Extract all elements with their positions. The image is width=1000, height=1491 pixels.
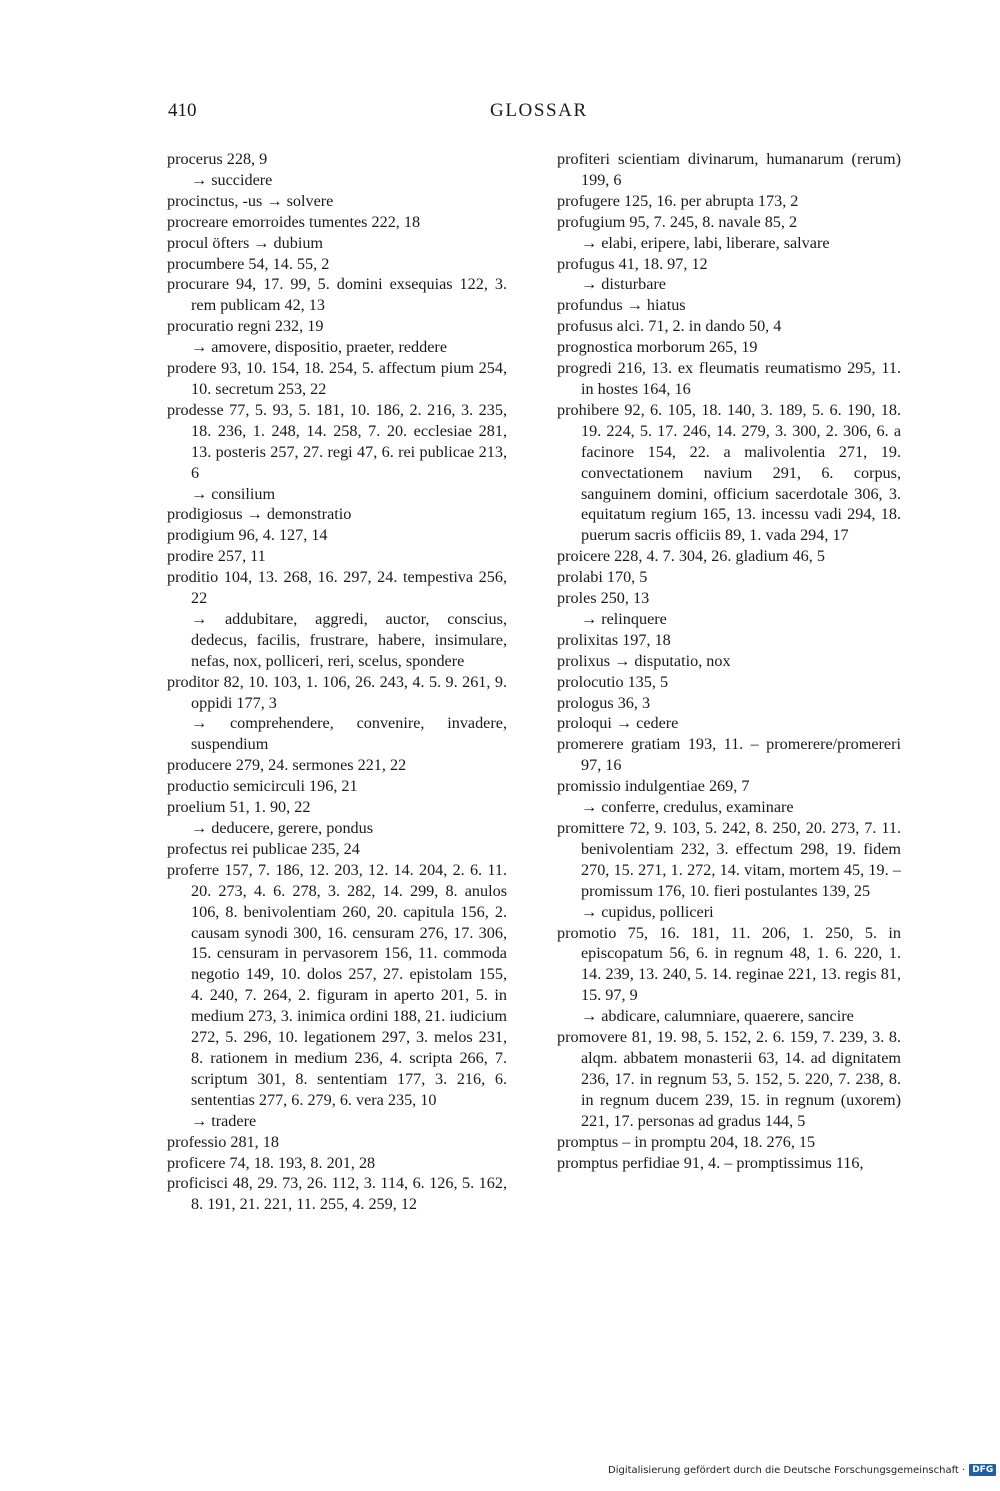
glossary-entry: procumbere 54, 14. 55, 2	[167, 254, 330, 273]
glossary-entry: prolabi 170, 5	[557, 568, 648, 587]
glossary-entry: profiteri scientiam divinarum, humanarum (rerum) 199, 6	[557, 150, 901, 189]
glossary-entry: promerere gratiam 193, 11. – promerere/promereri 97, 16	[557, 735, 901, 775]
running-title: GLOSSAR	[490, 100, 588, 121]
glossary-entry: prodere 93, 10. 154, 18. 254, 5. affectum pium 254, 10. secretum 253, 22	[167, 359, 507, 398]
glossary-entry: procreare emorroides tumentes 222, 18	[167, 212, 421, 231]
glossary-entry: profusus alci. 71, 2. in dando 50, 4	[557, 317, 782, 336]
glossary-entry: prolixitas 197, 18	[557, 630, 671, 649]
glossary-entry: prolocutio 135, 5	[557, 672, 669, 691]
glossary-entry: proficere 74, 18. 193, 8. 201, 28	[167, 1153, 376, 1172]
dfg-logo: DFG	[969, 1464, 996, 1476]
glossary-entry: prodire 257, 11	[167, 547, 266, 566]
page-footer	[608, 1464, 996, 1476]
glossary-entry: prolixus → disputatio, nox	[557, 651, 731, 670]
cross-reference: → disturbare	[581, 275, 666, 294]
glossary-entry: proficisci 48, 29. 73, 26. 112, 3. 114, 6. 126, 5. 162, 8. 191, 21. 221, 11. 255, 4. 259, 12	[167, 1174, 507, 1214]
cross-reference: → amovere, dispositio, praeter, reddere	[191, 338, 448, 357]
cross-reference: → comprehendere, convenire, invadere, suspendium	[191, 714, 507, 754]
glossary-entry: proicere 228, 4. 7. 304, 26. gladium 46, 5	[557, 547, 825, 566]
glossary-entry: profugium 95, 7. 245, 8. navale 85, 2	[557, 212, 798, 231]
cross-reference: → succidere	[191, 170, 273, 189]
cross-reference: → conferre, credulus, examinare	[581, 798, 794, 817]
glossary-entry: promptus – in promptu 204, 18. 276, 15	[557, 1132, 816, 1151]
glossary-entry: prodesse 77, 5. 93, 5. 181, 10. 186, 2. 216, 3. 235, 18. 236, 1. 248, 14. 258, 7. 20. ecclesiae 281, 13. posteris 257, 27. regi 47, 6. rei publicae 213, 6	[167, 400, 507, 482]
glossary-entry: profectus rei publicae 235, 24	[167, 839, 360, 858]
glossary-entry: profugere 125, 16. per abrupta 173, 2	[557, 191, 799, 210]
glossary-left-column	[167, 149, 507, 1215]
glossary-entry: profugus 41, 18. 97, 12	[557, 254, 708, 273]
footer-credit: Digitalisierung gefördert durch die Deutsche Forschungsgemeinschaft ·	[608, 1464, 966, 1476]
glossary-entry: producere 279, 24. sermones 221, 22	[167, 756, 407, 775]
glossary-entry: proferre 157, 7. 186, 12. 203, 12. 14. 204, 2. 6. 11. 20. 273, 4. 6. 278, 3. 282, 14. 299, 8. anulos 106, 8. benivolentiam 260, 20. capitula 156, 2. causam synodi 300, 16. censuram 276, 17. 306, 15. censuram in pervasorem 156, 11. commoda negotio 149, 10. dolos 257, 27. epistolam 155, 4. 240, 7. 264, 2. figuram in aperto 201, 5. in medium 273, 3. inimica ordini 188, 21. iudicium 272, 5. 296, 10. legationem 297, 3. melos 231, 8. rationem in medium 236, 4. scripta 266, 7. scriptum 301, 8. sententiam 177, 3. 216, 6. sententias 277, 6. 279, 6. vera 235, 10	[167, 860, 507, 1109]
cross-reference: → relinquere	[581, 609, 667, 628]
glossary-entry: prodigiosus → demonstratio	[167, 505, 352, 524]
glossary-entry: promptus perfidiae 91, 4. – promptissimus 116,	[557, 1153, 864, 1172]
glossary-entry: procuratio regni 232, 19	[167, 317, 324, 336]
cross-reference: → consilium	[191, 484, 276, 503]
glossary-entry: proditor 82, 10. 103, 1. 106, 26. 243, 4. 5. 9. 261, 9. oppidi 177, 3	[167, 672, 507, 712]
glossary-entry: promovere 81, 19. 98, 5. 152, 2. 6. 159, 7. 239, 3. 8. alqm. abbatem monasterii 63, 14. ad dignitatem 236, 17. in regnum 53, 5. 152, 5. 220, 7. 238, 8. in regnum ducem 239, 15. in regnum (uxorem) 221, 17. personas ad gradus 144, 5	[557, 1028, 901, 1130]
glossary-entry: progredi 216, 13. ex fleumatis reumatismo 295, 11. in hostes 164, 16	[557, 359, 901, 398]
glossary-right-column	[557, 149, 901, 1173]
glossary-entry: professio 281, 18	[167, 1132, 279, 1151]
cross-reference: → addubitare, aggredi, auctor, conscius, dedecus, facilis, frustrare, habere, insimulare, nefas, nox, polliceri, reri, scelus, spondere	[191, 609, 507, 670]
cross-reference: → elabi, eripere, labi, liberare, salvare	[581, 233, 830, 252]
glossary-entry: proles 250, 13	[557, 589, 650, 608]
glossary-entry: prodigium 96, 4. 127, 14	[167, 526, 328, 545]
glossary-entry: procul öfters → dubium	[167, 233, 324, 252]
glossary-entry: proelium 51, 1. 90, 22	[167, 798, 311, 817]
page-header	[0, 100, 1000, 130]
glossary-entry: procerus 228, 9	[167, 150, 268, 168]
glossary-entry: prognostica morborum 265, 19	[557, 338, 758, 357]
glossary-entry: productio semicirculi 196, 21	[167, 777, 358, 796]
cross-reference: → tradere	[191, 1111, 257, 1130]
glossary-entry: prologus 36, 3	[557, 693, 651, 712]
glossary-entry: profundus → hiatus	[557, 296, 686, 315]
cross-reference: → abdicare, calumniare, quaerere, sancire	[581, 1007, 854, 1026]
glossary-entry: promissio indulgentiae 269, 7	[557, 777, 750, 796]
glossary-entry: promotio 75, 16. 181, 11. 206, 1. 250, 5. in episcopatum 56, 6. in regnum 48, 1. 6. 220, 1. 14. 239, 13. 240, 5. 14. reginae 221, 13. regis 81, 15. 97, 9	[557, 923, 901, 1005]
glossary-entry: proloqui → cedere	[557, 714, 679, 733]
glossary-entry: procinctus, -us → solvere	[167, 191, 334, 210]
cross-reference: → cupidus, polliceri	[581, 902, 714, 921]
page-number: 410	[168, 100, 197, 121]
glossary-entry: proditio 104, 13. 268, 16. 297, 24. tempestiva 256, 22	[167, 568, 507, 608]
glossary-entry: procurare 94, 17. 99, 5. domini exsequias 122, 3. rem publicam 42, 13	[167, 275, 507, 315]
glossary-entry: promittere 72, 9. 103, 5. 242, 8. 250, 20. 273, 7. 11. benivolentiam 232, 3. effectum 298, 19. fidem 270, 15. 271, 1. 272, 14. vitam, mortem 45, 19. – promissum 176, 10. fieri postulantes 139, 25	[557, 819, 901, 900]
cross-reference: → deducere, gerere, pondus	[191, 819, 374, 837]
glossary-entry: prohibere 92, 6. 105, 18. 140, 3. 189, 5. 6. 190, 18. 19. 224, 5. 17. 246, 14. 279, 3. 300, 2. 306, 6. a facinore 154, 22. a malivolentia 271, 19. convectationem navium 291, 6. corpus, sanguinem domini, officium sacerdotale 306, 3. equitatum regium 165, 13. incessu vadi 294, 18. puerum sacris officiis 89, 1. vada 294, 17	[557, 400, 901, 545]
